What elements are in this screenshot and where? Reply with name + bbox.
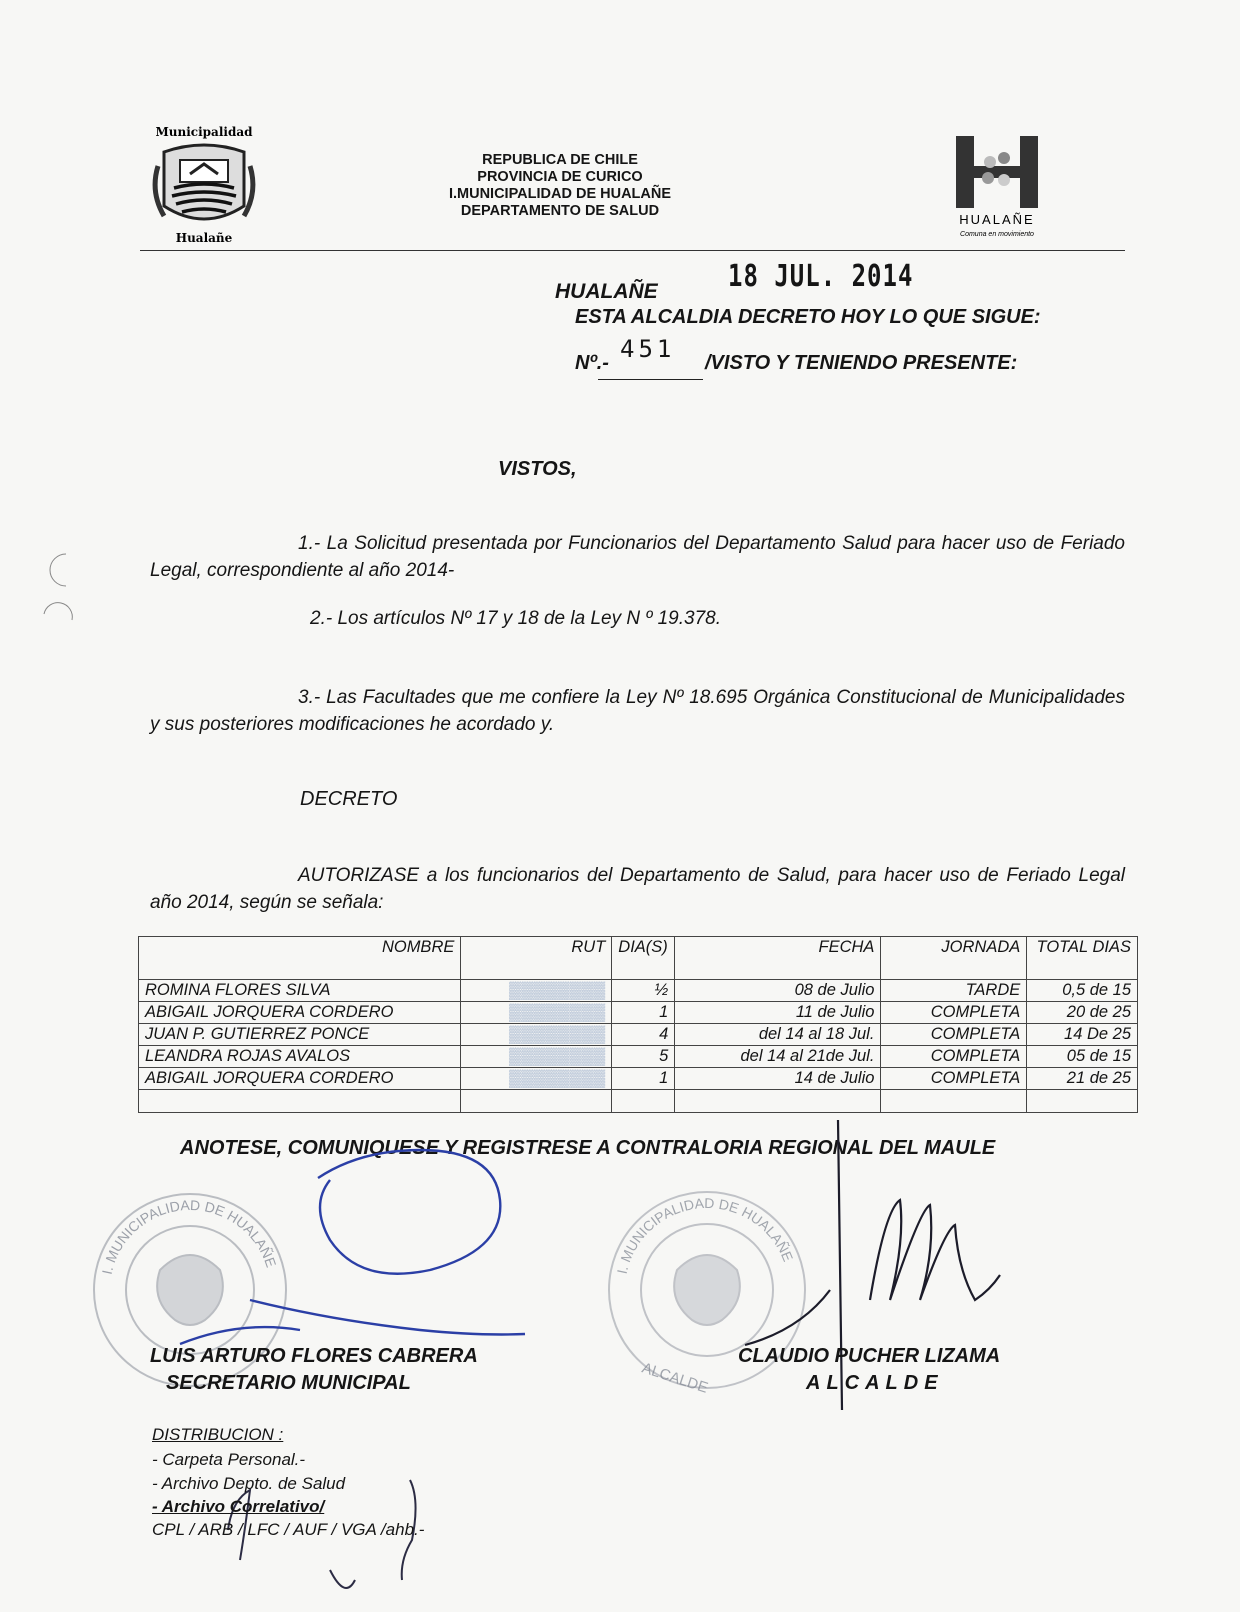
col-header-rut: RUT: [461, 937, 612, 980]
crest-top-text: Municipalidad: [155, 125, 253, 139]
mayor-name: CLAUDIO PUCHER LIZAMA: [738, 1345, 1001, 1367]
cell-total: 14 De 25: [1027, 1024, 1138, 1046]
table-header-row: [139, 937, 1138, 980]
punch-holes: [36, 550, 76, 650]
secretary-signature: [180, 1150, 525, 1344]
vistos-item-3: [150, 684, 1125, 738]
header-divider: [140, 250, 1125, 251]
cell-total: 21 de 25: [1027, 1068, 1138, 1090]
cell-nombre: ABIGAIL JORQUERA CORDERO: [139, 1002, 461, 1024]
decree-heading: ESTA ALCALDIA DECRETO HOY LO QUE SIGUE:: [575, 306, 1041, 328]
decreto-title: DECRETO: [300, 788, 398, 810]
cell-jornada: COMPLETA: [881, 1068, 1027, 1090]
rut-redacted: ▓▓▓▓▓▓▓▓: [509, 1003, 606, 1021]
distribution-item: - Carpeta Personal.-: [152, 1450, 306, 1469]
cell-total: 0,5 de 15: [1027, 980, 1138, 1002]
authorization-text: AUTORIZASE a los funcionarios del Departamento de Salud, para hacer uso de Feriado Legal año 2014, según se señala:: [150, 865, 1125, 913]
col-header-dias: DIA(S): [612, 937, 675, 980]
date-stamp: 18 JUL. 2014: [728, 258, 914, 294]
header-line: I.MUNICIPALIDAD DE HUALAÑE: [448, 186, 672, 202]
distribution-title: DISTRIBUCION :: [152, 1425, 284, 1444]
cell-rut: [461, 1046, 612, 1068]
cell-jornada: COMPLETA: [881, 1002, 1027, 1024]
logo-tagline: Comuna en movimiento: [960, 231, 1034, 238]
seal-left-text: I. MUNICIPALIDAD DE HUALAÑE: [98, 1196, 280, 1276]
seal-right-sub: ALCALDE: [639, 1359, 711, 1397]
secretary-name: LUIS ARTURO FLORES CABRERA: [150, 1345, 478, 1367]
cell-nombre: LEANDRA ROJAS AVALOS: [139, 1046, 461, 1068]
cell-total: 20 de 25: [1027, 1002, 1138, 1024]
table-row: [139, 1002, 1138, 1024]
mayor-title: ALCALDE: [806, 1372, 944, 1394]
rut-redacted: ▓▓▓▓▓▓▓▓: [509, 981, 606, 999]
rut-redacted: ▓▓▓▓▓▓▓▓: [509, 1069, 606, 1087]
number-underline: [598, 379, 703, 380]
municipal-crest-logo: [150, 122, 258, 248]
decree-number-prefix: Nº.-: [575, 352, 609, 374]
cell-rut: [461, 1068, 612, 1090]
cell-total: 05 de 15: [1027, 1046, 1138, 1068]
distribution-item: - Archivo Depto. de Salud: [152, 1474, 346, 1493]
item-3-text: 3.- Las Facultades que me confiere la Ley Nº 18.695 Orgánica Constitucional de Municipalidades y sus posteriores modificaciones he acordado y.: [150, 687, 1125, 735]
cell-nombre: ROMINA FLORES SILVA: [139, 980, 461, 1002]
secretary-title: SECRETARIO MUNICIPAL: [166, 1372, 411, 1394]
col-header-nombre: NOMBRE: [139, 937, 461, 980]
col-header-jornada: JORNADA: [881, 937, 1027, 980]
vistos-item-2: 2.- Los artículos Nº 17 y 18 de la Ley N º 19.378.: [310, 608, 721, 629]
cell-nombre: JUAN P. GUTIERREZ PONCE: [139, 1024, 461, 1046]
cell-fecha: 14 de Julio: [675, 1068, 881, 1090]
cell-fecha: 11 de Julio: [675, 1002, 881, 1024]
cell-dias: 1: [612, 1068, 675, 1090]
cell-rut: [461, 1024, 612, 1046]
cell-dias: ½: [612, 980, 675, 1002]
table-row: [139, 980, 1138, 1002]
logo-name: HUALAÑE: [959, 212, 1035, 227]
header-line: PROVINCIA DE CURICO: [477, 169, 643, 185]
header-institution: [380, 152, 740, 220]
table-row-empty: [139, 1090, 1138, 1113]
vistos-title: VISTOS,: [498, 458, 577, 480]
hualane-brand-logo: [946, 132, 1050, 242]
cell-fecha: 08 de Julio: [675, 980, 881, 1002]
table-row: [139, 1068, 1138, 1090]
cell-dias: 5: [612, 1046, 675, 1068]
vistos-item-1: [150, 530, 1125, 584]
cell-dias: 4: [612, 1024, 675, 1046]
closing-statement: ANOTESE, COMUNIQUESE Y REGISTRESE A CONTRALORIA REGIONAL DEL MAULE: [180, 1137, 996, 1159]
cell-fecha: del 14 al 21de Jul.: [675, 1046, 881, 1068]
cell-dias: 1: [612, 1002, 675, 1024]
distribution-initials: CPL / ARB / LFC / AUF / VGA /ahb.-: [152, 1520, 425, 1539]
decree-number: 451: [620, 335, 676, 363]
seal-right-text: I. MUNICIPALIDAD DE HUALAÑE: [613, 1194, 797, 1276]
leave-table: [138, 936, 1138, 1113]
cell-jornada: COMPLETA: [881, 1046, 1027, 1068]
crest-bottom-text: Hualañe: [175, 231, 233, 245]
cell-jornada: TARDE: [881, 980, 1027, 1002]
cell-nombre: ABIGAIL JORQUERA CORDERO: [139, 1068, 461, 1090]
distribution-item: - Archivo Correlativo/: [152, 1497, 325, 1516]
cell-rut: [461, 980, 612, 1002]
cell-fecha: del 14 al 18 Jul.: [675, 1024, 881, 1046]
table-row: [139, 1046, 1138, 1068]
col-header-fecha: FECHA: [675, 937, 881, 980]
visto-line: /VISTO Y TENIENDO PRESENTE:: [705, 352, 1018, 374]
header-line: REPUBLICA DE CHILE: [482, 152, 638, 168]
rut-redacted: ▓▓▓▓▓▓▓▓: [509, 1025, 606, 1043]
item-1-text: 1.- La Solicitud presentada por Funcionarios del Departamento Salud para hacer uso de Feriado Legal, correspondiente al año 2014-: [150, 533, 1125, 581]
col-header-total: TOTAL DIAS: [1027, 937, 1138, 980]
cell-rut: [461, 1002, 612, 1024]
table-row: [139, 1024, 1138, 1046]
authorization-paragraph: [150, 862, 1125, 916]
cell-jornada: COMPLETA: [881, 1024, 1027, 1046]
rut-redacted: ▓▓▓▓▓▓▓▓: [509, 1047, 606, 1065]
decree-city: HUALAÑE: [555, 280, 658, 303]
header-line: DEPARTAMENTO DE SALUD: [460, 203, 660, 219]
